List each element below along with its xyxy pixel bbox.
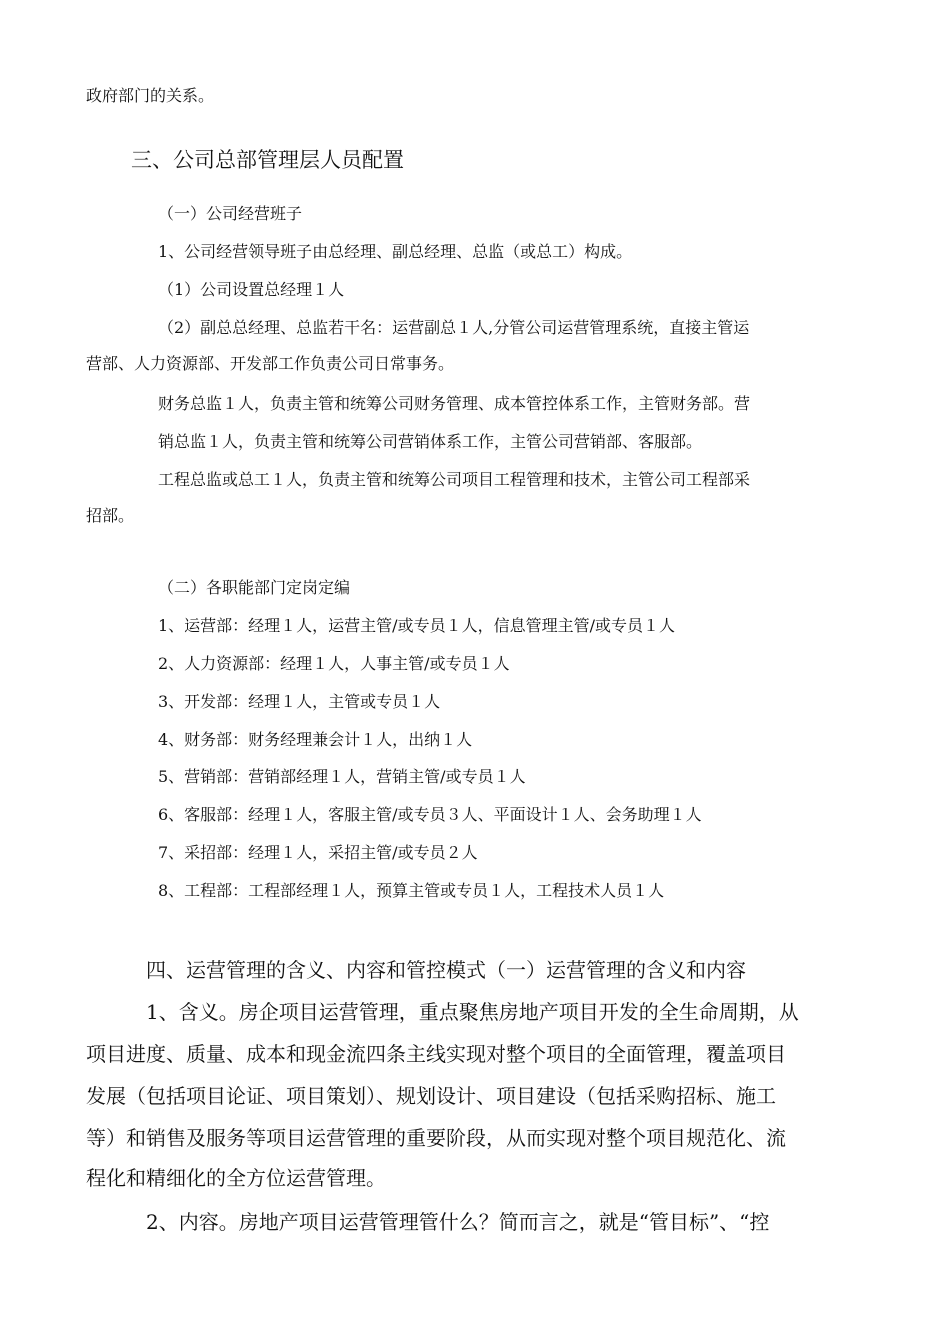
text-line: 1、公司经营领导班子由总经理、副总经理、总监（或总工）构成。 [158, 242, 633, 261]
text-line: 财务总监１人，负责主管和统筹公司财务管理、成本管控体系工作，主管财务部。营 [158, 394, 751, 413]
list-item: 8、工程部：工程部经理１人，预算主管或专员１人，工程技术人员１人 [158, 881, 665, 900]
list-item: 5、营销部：营销部经理１人，营销主管/或专员１人 [158, 767, 526, 786]
text-line: 2、内容。房地产项目运营管理管什么？简而言之，就是“管目标”、“控 [146, 1210, 770, 1234]
text-line: 1、含义。房企项目运营管理，重点聚焦房地产项目开发的全生命周期，从 [146, 1000, 799, 1024]
text-line: 工程总监或总工１人，负责主管和统筹公司项目工程管理和技术，主管公司工程部采 [158, 470, 751, 489]
text-line: 等）和销售及服务等项目运营管理的重要阶段，从而实现对整个项目规范化、流 [86, 1126, 786, 1150]
section-heading: 四、运营管理的含义、内容和管控模式（一）运营管理的含义和内容 [146, 958, 746, 982]
list-item: 3、开发部：经理１人，主管或专员１人 [158, 692, 441, 711]
text-line: 程化和精细化的全方位运营管理。 [86, 1166, 386, 1190]
text-line: 政府部门的关系。 [86, 86, 215, 105]
subsection-heading: （二）各职能部门定岗定编 [158, 578, 351, 597]
subsection-heading: （一）公司经营班子 [158, 204, 303, 223]
list-item: 7、采招部：经理１人，采招主管/或专员２人 [158, 843, 478, 862]
list-item: 2、人力资源部：经理１人，人事主管/或专员１人 [158, 654, 510, 673]
text-line: 发展（包括项目论证、项目策划）、规划设计、项目建设（包括采购招标、施工 [86, 1084, 776, 1108]
list-item: 6、客服部：经理１人，客服主管/或专员３人、平面设计１人、会务助理１人 [158, 805, 702, 824]
text-line: （1）公司设置总经理１人 [158, 280, 345, 299]
section-heading: 三、公司总部管理层人员配置 [131, 148, 404, 172]
text-line: 销总监１人，负责主管和统筹公司营销体系工作，主管公司营销部、客服部。 [158, 432, 703, 451]
text-line: 招部。 [86, 506, 135, 525]
list-item: 4、财务部：财务经理兼会计１人，出纳１人 [158, 730, 473, 749]
list-item: 1、运营部：经理１人，运营主管/或专员１人，信息管理主管/或专员１人 [158, 616, 675, 635]
text-line: （2）副总总经理、总监若干名：运营副总１人,分管公司运营管理系统，直接主管运 [158, 318, 750, 337]
text-line: 项目进度、质量、成本和现金流四条主线实现对整个项目的全面管理，覆盖项目 [86, 1042, 786, 1066]
text-line: 营部、人力资源部、开发部工作负责公司日常事务。 [86, 354, 455, 373]
